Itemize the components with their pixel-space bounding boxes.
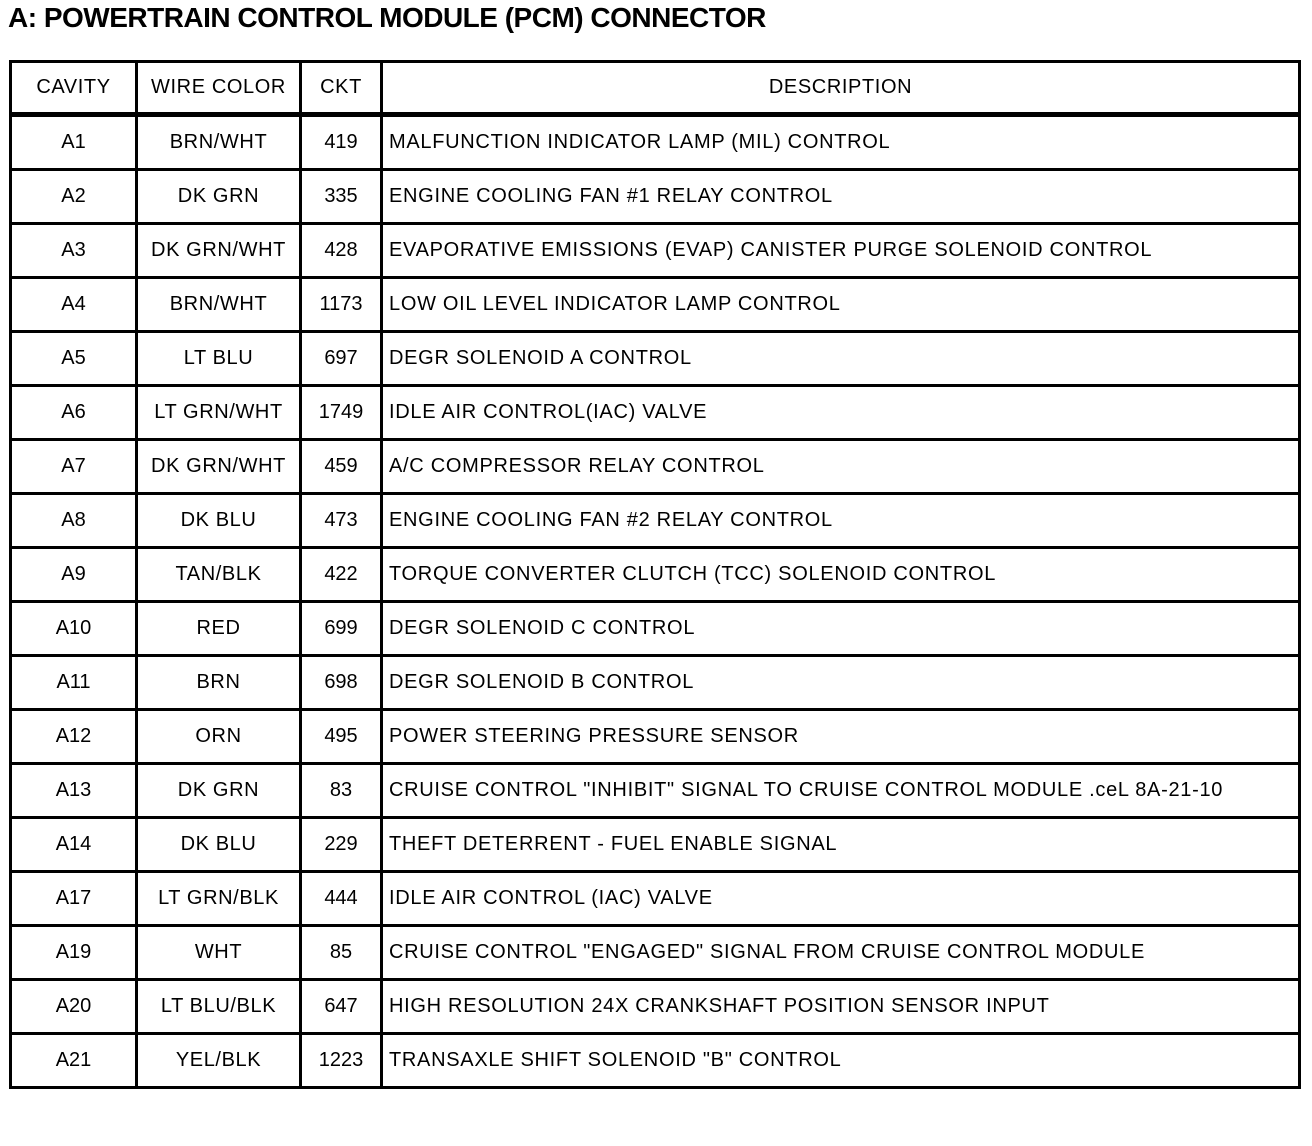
- cell-description: TRANSAXLE SHIFT SOLENOID "B" CONTROL: [382, 1034, 1300, 1088]
- cell-wire-color: LT GRN/WHT: [137, 386, 301, 440]
- table-row: [11, 602, 1300, 656]
- cell-wire-color: DK GRN/WHT: [137, 224, 301, 278]
- cell-description: IDLE AIR CONTROL (IAC) VALVE: [382, 872, 1300, 926]
- cell-wire-color: BRN/WHT: [137, 115, 301, 170]
- cell-ckt: 698: [301, 656, 382, 710]
- cell-cavity: A12: [11, 710, 137, 764]
- cell-cavity: A11: [11, 656, 137, 710]
- cell-wire-color: BRN: [137, 656, 301, 710]
- cell-ckt: 1173: [301, 278, 382, 332]
- cell-ckt: 83: [301, 764, 382, 818]
- cell-description: THEFT DETERRENT - FUEL ENABLE SIGNAL: [382, 818, 1300, 872]
- cell-wire-color: RED: [137, 602, 301, 656]
- cell-description: CRUISE CONTROL "INHIBIT" SIGNAL TO CRUISE CONTROL MODULE .ceL 8A-21-10: [382, 764, 1300, 818]
- table-row: [11, 115, 1300, 170]
- cell-wire-color: LT BLU: [137, 332, 301, 386]
- cell-description: ENGINE COOLING FAN #2 RELAY CONTROL: [382, 494, 1300, 548]
- cell-cavity: A3: [11, 224, 137, 278]
- header-description: DESCRIPTION: [382, 62, 1300, 115]
- cell-cavity: A1: [11, 115, 137, 170]
- table-row: [11, 926, 1300, 980]
- table-row: [11, 224, 1300, 278]
- cell-description: IDLE AIR CONTROL(IAC) VALVE: [382, 386, 1300, 440]
- cell-wire-color: DK BLU: [137, 494, 301, 548]
- cell-cavity: A2: [11, 170, 137, 224]
- table-row: [11, 440, 1300, 494]
- cell-wire-color: ORN: [137, 710, 301, 764]
- cell-cavity: A6: [11, 386, 137, 440]
- table-row: [11, 1034, 1300, 1088]
- cell-wire-color: TAN/BLK: [137, 548, 301, 602]
- cell-cavity: A17: [11, 872, 137, 926]
- table-row: [11, 332, 1300, 386]
- table-header-row: [11, 62, 1300, 115]
- cell-wire-color: WHT: [137, 926, 301, 980]
- table-row: [11, 710, 1300, 764]
- cell-ckt: 473: [301, 494, 382, 548]
- header-wire-color: WIRE COLOR: [137, 62, 301, 115]
- cell-description: EVAPORATIVE EMISSIONS (EVAP) CANISTER PURGE SOLENOID CONTROL: [382, 224, 1300, 278]
- cell-cavity: A4: [11, 278, 137, 332]
- cell-cavity: A13: [11, 764, 137, 818]
- table-row: [11, 764, 1300, 818]
- cell-cavity: A21: [11, 1034, 137, 1088]
- cell-description: DEGR SOLENOID C CONTROL: [382, 602, 1300, 656]
- table-row: [11, 656, 1300, 710]
- cell-ckt: 428: [301, 224, 382, 278]
- cell-description: POWER STEERING PRESSURE SENSOR: [382, 710, 1300, 764]
- cell-cavity: A5: [11, 332, 137, 386]
- cell-ckt: 422: [301, 548, 382, 602]
- cell-wire-color: DK GRN: [137, 764, 301, 818]
- table-row: [11, 980, 1300, 1034]
- cell-ckt: 1749: [301, 386, 382, 440]
- cell-wire-color: LT BLU/BLK: [137, 980, 301, 1034]
- cell-wire-color: DK GRN: [137, 170, 301, 224]
- table-row: [11, 818, 1300, 872]
- table-row: [11, 548, 1300, 602]
- cell-ckt: 229: [301, 818, 382, 872]
- header-ckt: CKT: [301, 62, 382, 115]
- pcm-connector-table: [9, 60, 1301, 1089]
- cell-description: LOW OIL LEVEL INDICATOR LAMP CONTROL: [382, 278, 1300, 332]
- table-row: [11, 872, 1300, 926]
- cell-ckt: 697: [301, 332, 382, 386]
- table-row: [11, 278, 1300, 332]
- cell-wire-color: DK GRN/WHT: [137, 440, 301, 494]
- cell-ckt: 444: [301, 872, 382, 926]
- header-cavity: CAVITY: [11, 62, 137, 115]
- cell-ckt: 459: [301, 440, 382, 494]
- cell-description: HIGH RESOLUTION 24X CRANKSHAFT POSITION SENSOR INPUT: [382, 980, 1300, 1034]
- cell-wire-color: LT GRN/BLK: [137, 872, 301, 926]
- cell-description: DEGR SOLENOID A CONTROL: [382, 332, 1300, 386]
- cell-description: DEGR SOLENOID B CONTROL: [382, 656, 1300, 710]
- cell-ckt: 495: [301, 710, 382, 764]
- cell-description: MALFUNCTION INDICATOR LAMP (MIL) CONTROL: [382, 115, 1300, 170]
- cell-wire-color: BRN/WHT: [137, 278, 301, 332]
- cell-ckt: 335: [301, 170, 382, 224]
- cell-description: A/C COMPRESSOR RELAY CONTROL: [382, 440, 1300, 494]
- cell-cavity: A7: [11, 440, 137, 494]
- cell-ckt: 647: [301, 980, 382, 1034]
- cell-cavity: A19: [11, 926, 137, 980]
- cell-wire-color: DK BLU: [137, 818, 301, 872]
- cell-cavity: A9: [11, 548, 137, 602]
- cell-cavity: A8: [11, 494, 137, 548]
- cell-ckt: 1223: [301, 1034, 382, 1088]
- cell-description: ENGINE COOLING FAN #1 RELAY CONTROL: [382, 170, 1300, 224]
- table-row: [11, 386, 1300, 440]
- table-row: [11, 494, 1300, 548]
- cell-ckt: 419: [301, 115, 382, 170]
- table-row: [11, 170, 1300, 224]
- cell-cavity: A14: [11, 818, 137, 872]
- cell-wire-color: YEL/BLK: [137, 1034, 301, 1088]
- cell-description: TORQUE CONVERTER CLUTCH (TCC) SOLENOID CONTROL: [382, 548, 1300, 602]
- page-title: A: POWERTRAIN CONTROL MODULE (PCM) CONNECTOR: [8, 2, 766, 33]
- cell-cavity: A10: [11, 602, 137, 656]
- cell-cavity: A20: [11, 980, 137, 1034]
- cell-description: CRUISE CONTROL "ENGAGED" SIGNAL FROM CRUISE CONTROL MODULE: [382, 926, 1300, 980]
- cell-ckt: 85: [301, 926, 382, 980]
- cell-ckt: 699: [301, 602, 382, 656]
